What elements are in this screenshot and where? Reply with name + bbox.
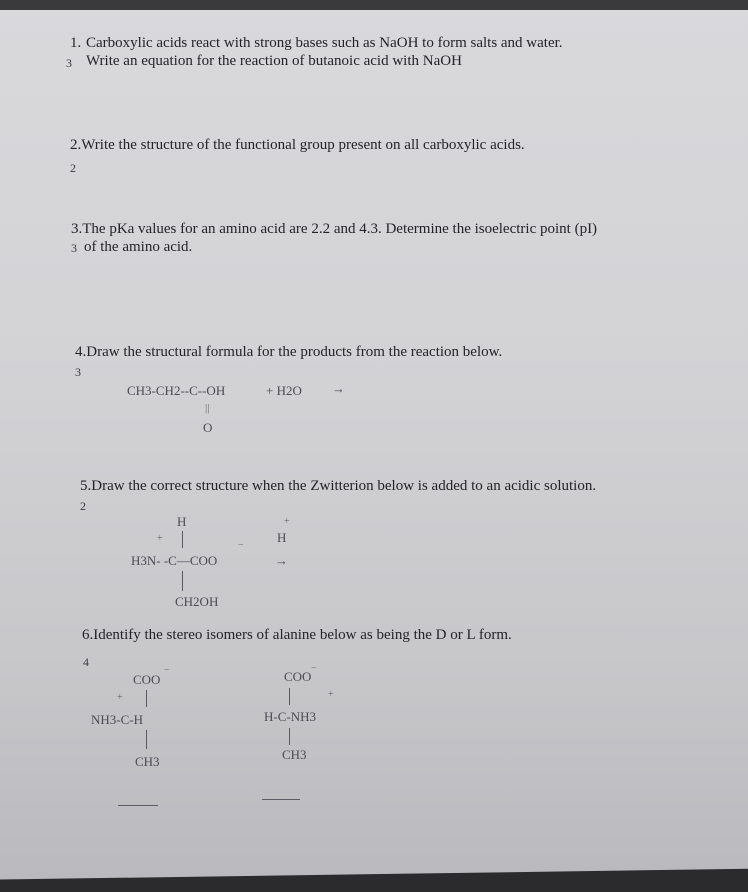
- q5-bond-down: [182, 571, 183, 591]
- q5-arrow: →: [275, 553, 288, 568]
- q6-left-mid: NH3-C-H: [91, 712, 143, 727]
- q5-acid-plus: +: [284, 516, 290, 527]
- q6-right-answer-blank: [262, 799, 300, 800]
- q5-minus-charge: −: [238, 540, 244, 551]
- q6-marks: 4: [83, 655, 89, 669]
- q5-acid-h: H: [277, 530, 287, 545]
- q2-marks: 2: [70, 161, 76, 175]
- q3-line2: of the amino acid.: [84, 239, 193, 255]
- q4-oxygen: O: [203, 420, 213, 435]
- q6-left-top-charge: −: [164, 665, 170, 676]
- q5-marks: 2: [80, 499, 86, 513]
- q6-left-mid-charge: +: [117, 692, 123, 703]
- q6-left-bond-down: [146, 730, 147, 749]
- q6-text: 6.Identify the stereo isomers of alanine below as being the D or L form.: [82, 627, 512, 643]
- q6-right-top: COO: [284, 669, 312, 684]
- q6-left-bond-up: [146, 690, 147, 707]
- q5-amine-chain: H3N- -C—COO: [131, 553, 218, 568]
- q6-right-bottom: CH3: [282, 747, 307, 762]
- q5-side-chain: CH2OH: [175, 594, 219, 609]
- q6-right-top-charge: −: [311, 663, 317, 674]
- q5-plus-charge: +: [157, 533, 163, 544]
- q1-line1: Carboxylic acids react with strong bases such as NaOH to form salts and water.: [86, 35, 563, 51]
- q1-marks: 3: [66, 56, 72, 70]
- q6-right-bond-down: [289, 728, 290, 745]
- q6-left-answer-blank: [118, 805, 158, 806]
- q6-right-mid: H-C-NH3: [264, 709, 316, 724]
- q1-line2: Write an equation for the reaction of butanoic acid with NaOH: [86, 53, 462, 69]
- q6-right-bond-up: [289, 688, 290, 705]
- q4-text: 4.Draw the structural formula for the products from the reaction below.: [75, 344, 503, 360]
- q4-reactant: CH3-CH2--C--OH: [127, 383, 226, 398]
- q4-arrow: →: [332, 381, 345, 396]
- q1-number: 1.: [70, 35, 82, 51]
- q2-text: 2.Write the structure of the functional group present on all carboxylic acids.: [70, 137, 525, 153]
- q4-marks: 3: [75, 365, 81, 379]
- q5-text: 5.Draw the correct structure when the Zwitterion below is added to an acidic solution.: [80, 478, 597, 494]
- top-edge: [0, 0, 748, 10]
- q4-plus-water: + H2O: [266, 383, 302, 398]
- q3-line1: 3.The pKa values for an amino acid are 2.2 and 4.3. Determine the isoelectric point (pI): [71, 221, 598, 237]
- q6-left-top: COO: [133, 672, 161, 687]
- q6-left-bottom: CH3: [135, 754, 160, 769]
- q3-marks: 3: [71, 241, 77, 255]
- q5-bond-up: [182, 531, 183, 548]
- q6-right-mid-charge: +: [328, 689, 334, 700]
- q5-top-h: H: [177, 514, 187, 529]
- q4-double-bond: ||: [205, 402, 210, 414]
